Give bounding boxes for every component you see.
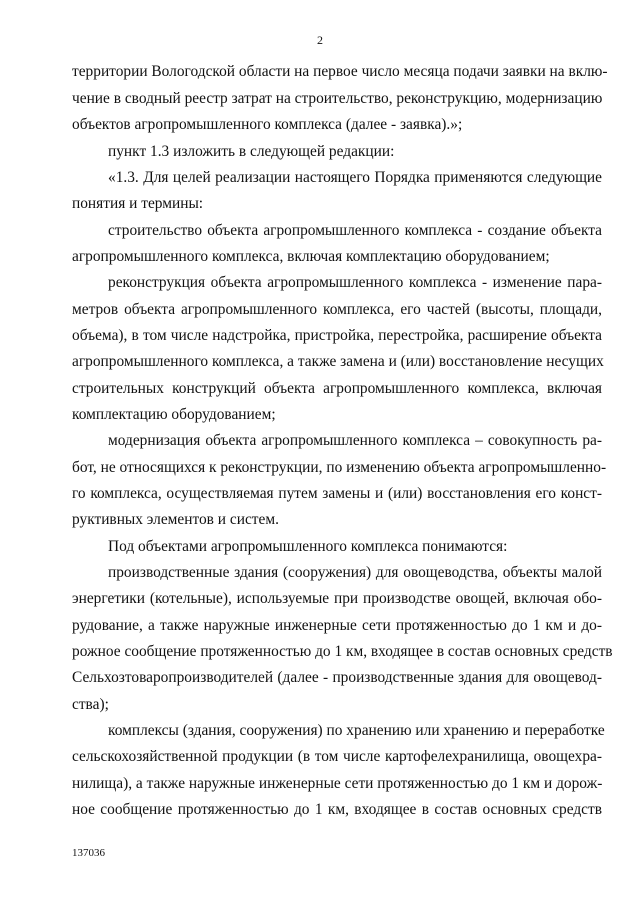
text-line: объектов агропромышленного комплекса (далее - заявка).»; xyxy=(72,116,463,133)
text-line: «1.3. Для целей реализации настоящего Порядка применяются следующие xyxy=(108,169,602,186)
text-line: комплексы (здания, сооружения) по хранению или хранению и переработке xyxy=(108,722,605,739)
text-line: строительных конструкций объекта агропромышленного комплекса, включая xyxy=(72,380,602,397)
text-line: руктивных элементов и систем. xyxy=(72,511,279,528)
text-line: ства); xyxy=(72,696,109,713)
text-line: рожное сообщение протяженностью до 1 км, входящее в состав основных средств xyxy=(72,643,613,660)
text-line: объема), в том числе надстройка, пристройка, перестройка, расширение объекта xyxy=(72,327,602,344)
text-line: бот, не относящихся к реконструкции, по изменению объекта агропромышленно- xyxy=(72,459,607,476)
text-line: комплектацию оборудованием; xyxy=(72,406,276,423)
text-line: сельскохозяйственной продукции (в том числе картофелехранилища, овощехра- xyxy=(72,748,602,765)
text-line: агропромышленного комплекса, а также замена и (или) восстановление несущих xyxy=(72,353,604,370)
text-line: метров объекта агропромышленного комплекса, его частей (высоты, площади, xyxy=(72,301,602,318)
text-line: го комплекса, осуществляемая путем замены и (или) восстановления его конст- xyxy=(72,485,602,502)
text-line: модернизация объекта агропромышленного комплекса – совокупность ра- xyxy=(108,432,602,449)
text-line: Сельхозтоваропроизводителей (далее - производственные здания для овощевод- xyxy=(72,669,602,686)
text-line: рудование, а также наружные инженерные сети протяженностью до 1 км и до- xyxy=(72,617,602,634)
document-code: 137036 xyxy=(72,847,105,859)
text-line: производственные здания (сооружения) для овощеводства, объекты малой xyxy=(108,564,602,581)
text-line: пункт 1.3 изложить в следующей редакции: xyxy=(108,143,395,160)
page-number: 2 xyxy=(317,33,323,47)
text-line: Под объектами агропромышленного комплекса понимаются: xyxy=(108,538,508,555)
text-line: территории Вологодской области на первое число месяца подачи заявки на вклю- xyxy=(72,63,608,80)
text-line: нилища), а также наружные инженерные сети протяженностью до 1 км и дорож- xyxy=(72,775,603,792)
text-line: энергетики (котельные), используемые при производстве овощей, включая обо- xyxy=(72,590,602,607)
text-line: ное сообщение протяженностью до 1 км, входящее в состав основных средств xyxy=(72,801,602,818)
text-line: строительство объекта агропромышленного комплекса - создание объекта xyxy=(108,222,602,239)
text-line: чение в сводный реестр затрат на строительство, реконструкцию, модернизацию xyxy=(72,90,603,107)
text-line: реконструкция объекта агропромышленного комплекса - изменение пара- xyxy=(108,274,602,291)
text-line: агропромышленного комплекса, включая комплектацию оборудованием; xyxy=(72,248,550,265)
text-line: понятия и термины: xyxy=(72,195,204,212)
